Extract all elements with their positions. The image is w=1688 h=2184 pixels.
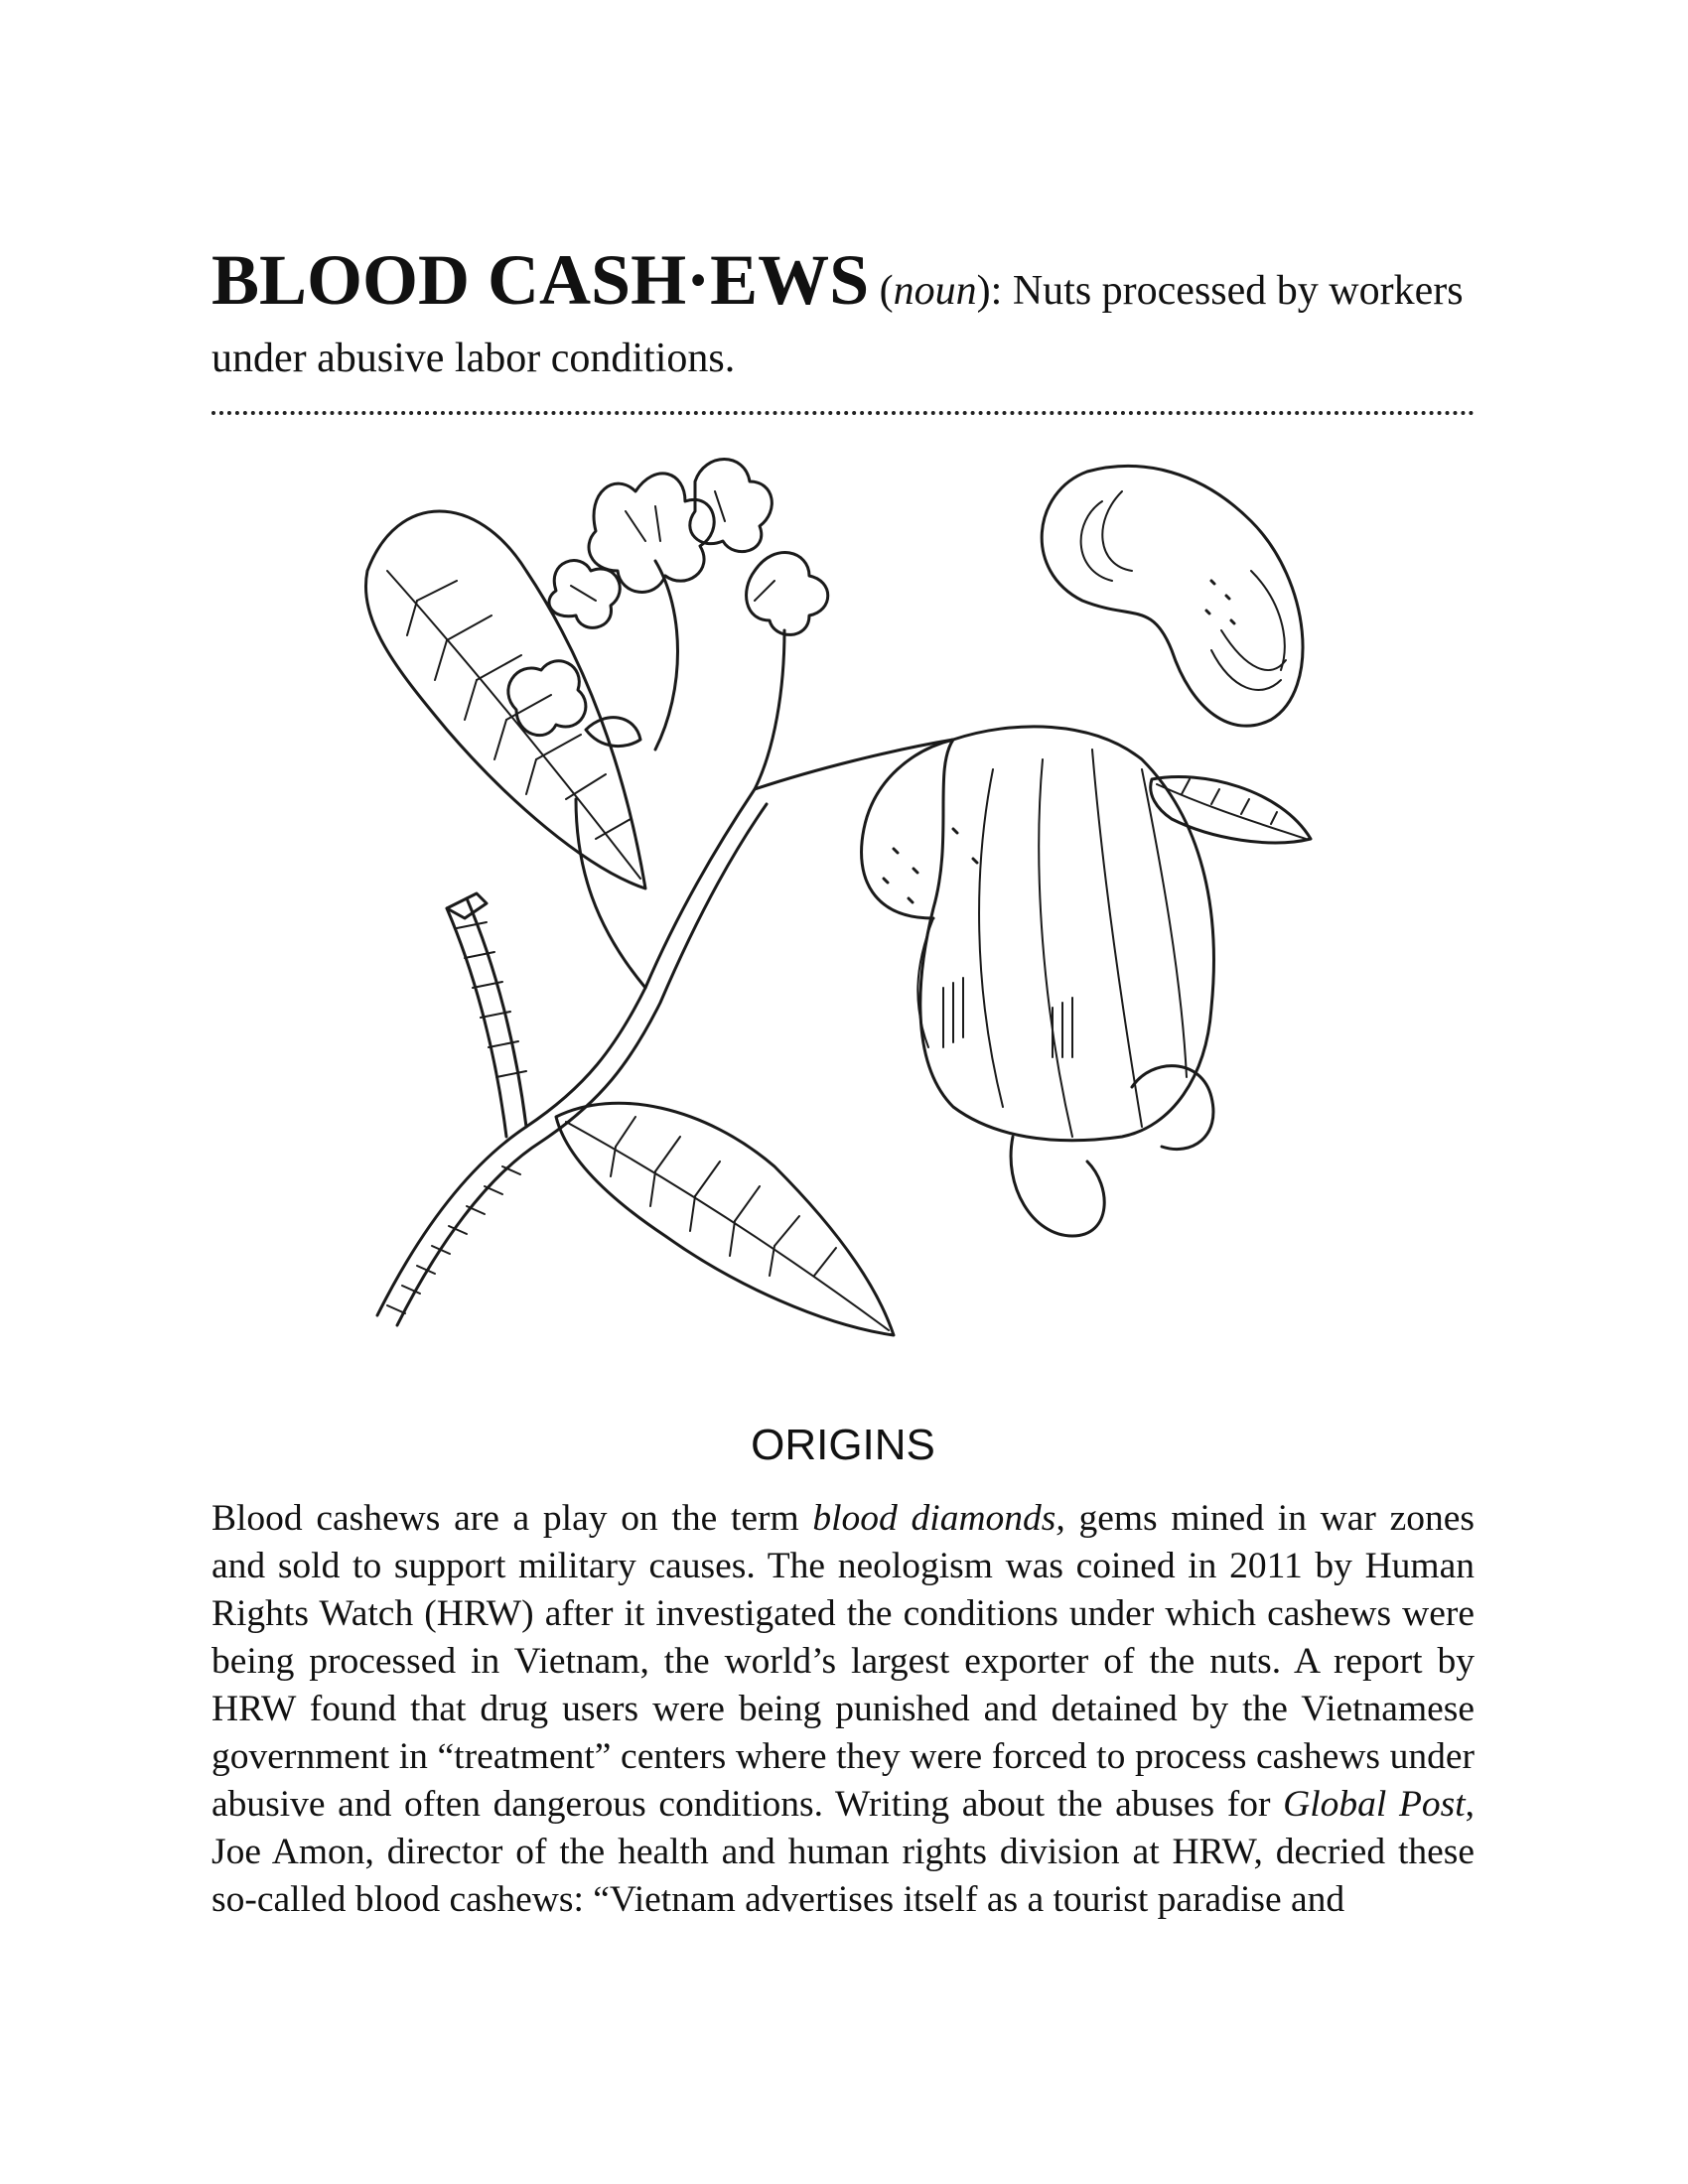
- origins-paragraph: [211, 1495, 1475, 1924]
- pos-open: (: [869, 268, 894, 314]
- stem-hatching: [387, 922, 526, 1313]
- pos-close: ):: [976, 268, 1013, 314]
- cashew-nut-hanging: [1011, 1066, 1213, 1236]
- origins-emphasis-blood-diamonds: blood diamonds,: [812, 1498, 1065, 1539]
- origins-text-3: , Joe Amon, director of the health and human rights division at HRW, decried these so-called blood cashews: “Vietnam advertises itself as a tourist paradise and: [211, 1784, 1475, 1920]
- section-heading-origins: ORIGINS: [751, 1421, 935, 1469]
- origins-text-2: gems mined in war zones and sold to support military causes. The neologism was coined in 2011 by Human Rights Watch (HRW) after it investigated the conditions under which cashews were being processed in Vietnam, the world’s largest exporter of the nuts. A report by HRW found that drug users were being punished and detained by the Vietnamese government in “treatment” centers where they were forced to process cashews under abusive and often dangerous conditions. Writing about the abuses for: [211, 1498, 1475, 1825]
- cashew-branch-illustration: [357, 452, 1340, 1365]
- dotted-divider: [211, 411, 1475, 415]
- definition-text: Nuts processed by workers under abusive labor conditions.: [211, 268, 1464, 381]
- origins-emphasis-global-post: Global Post: [1283, 1784, 1466, 1825]
- leaf-right: [1151, 777, 1311, 843]
- origins-text-1: Blood cashews are a play on the term: [211, 1498, 813, 1539]
- definition-entry: [211, 240, 1475, 392]
- cashew-apple: [862, 727, 1214, 1141]
- leaf-lower: [556, 1103, 894, 1335]
- stem: [377, 561, 953, 1325]
- part-of-speech: noun: [893, 268, 977, 314]
- cashew-nut: [1042, 466, 1303, 726]
- headword: BLOOD CASH·EWS: [211, 240, 870, 320]
